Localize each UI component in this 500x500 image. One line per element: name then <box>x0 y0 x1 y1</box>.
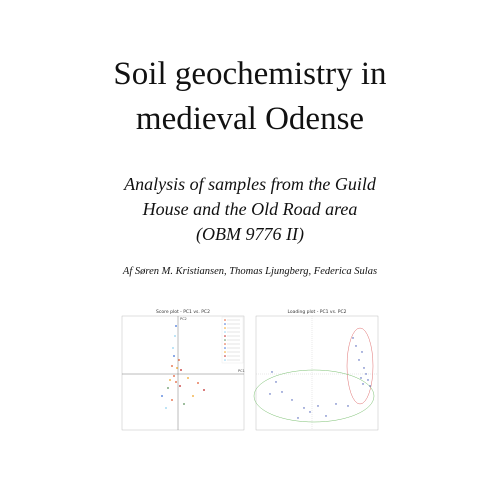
authors-line: Af Søren M. Kristiansen, Thomas Ljungberg, Federica Sulas <box>122 266 378 277</box>
subtitle-line-1: Analysis of samples from the Guild <box>124 174 376 194</box>
loading-plot-ellipse-green <box>254 370 374 422</box>
document-subtitle <box>0 172 500 247</box>
score-plot-points <box>161 325 205 409</box>
score-plot-y-label: PC2 <box>180 317 187 321</box>
loading-plot-figure <box>252 308 382 436</box>
score-plot-legend <box>222 317 243 363</box>
loading-plot-variables <box>269 337 370 418</box>
score-plot-x-label: PC1 <box>238 369 245 373</box>
subtitle-line-3: (OBM 9776 II) <box>196 224 304 244</box>
score-plot-svg <box>118 308 248 436</box>
score-plot-figure <box>118 308 248 436</box>
subtitle-line-2: House and the Old Road area <box>142 199 358 219</box>
loading-plot-ellipse-red <box>347 328 373 404</box>
loading-plot-svg <box>252 308 382 436</box>
loading-plot-title: Loading plot - PC1 vs. PC2 <box>287 310 347 315</box>
score-plot-title: Score plot - PC1 vs. PC2 <box>156 310 210 315</box>
title-line-2: medieval Odense <box>135 101 365 137</box>
title-line-1: Soil geochemistry in <box>113 56 387 92</box>
document-title <box>0 52 500 142</box>
